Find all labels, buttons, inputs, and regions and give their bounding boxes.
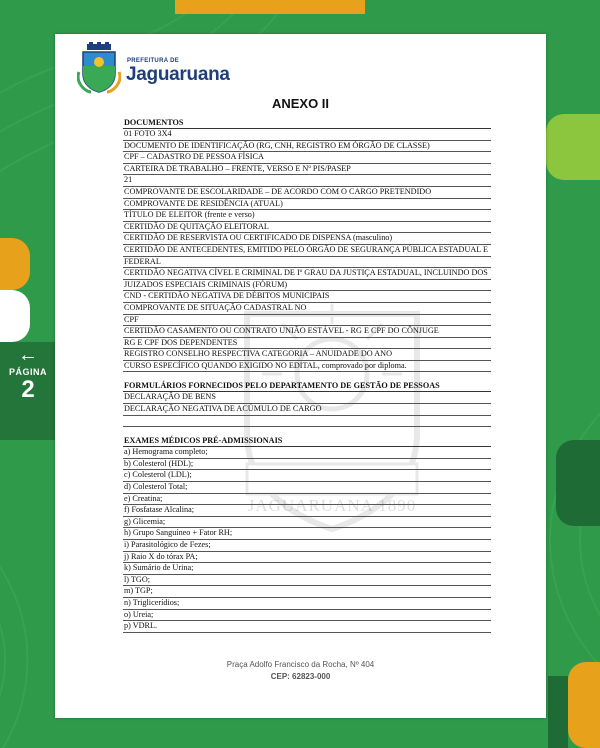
list-item: CND - CERTIDÃO NEGATIVA DE DÉBITOS MUNICIPAIS [123, 291, 491, 303]
section-heading: DOCUMENTOS [123, 118, 491, 129]
section-heading: FORMULÁRIOS FORNECIDOS PELO DEPARTAMENTO DE GESTÃO DE PESSOAS [123, 381, 491, 392]
list-item: a) Hemograma completo; [123, 447, 491, 459]
list-item: o) Ureia; [123, 610, 491, 622]
accent-bar [568, 662, 600, 748]
list-item: CERTIDÃO NEGATIVA CÍVEL E CRIMINAL DE Iº GRAU DA JUSTIÇA ESTADUAL, INCLUINDO DOS [123, 268, 491, 280]
list-item: CERTIDÃO DE ANTECEDENTES, EMITIDO PELO ÓRGÃO DE SEGURANÇA PÚBLICA ESTADUAL E [123, 245, 491, 257]
page-number: 2 [21, 376, 35, 403]
requirements-list [123, 118, 491, 633]
section-gap [123, 427, 491, 436]
list-item: b) Colesterol (HDL); [123, 459, 491, 471]
list-item: k) Sumário de Urina; [123, 563, 491, 575]
list-item: l) TGO; [123, 575, 491, 587]
municipal-logo [77, 42, 237, 98]
list-item: CPF – CADASTRO DE PESSOA FÍSICA [123, 152, 491, 164]
list-item: h) Grupo Sanguíneo + Fator RH; [123, 528, 491, 540]
list-item: DECLARAÇÃO NEGATIVA DE ACÚMULO DE CARGO [123, 404, 491, 416]
footer-address: Praça Adolfo Francisco da Rocha, Nº 404 [226, 660, 375, 669]
list-item: p) VDRL. [123, 621, 491, 633]
list-item: CERTIDÃO CASAMENTO OU CONTRATO UNIÃO ESTÁVEL - RG E CPF DO CÔNJUGE [123, 326, 491, 338]
logo-subtitle: PREFEITURA DE [127, 58, 180, 64]
list-item: JUIZADOS ESPECIAIS CRIMINAIS (FÓRUM) [123, 280, 491, 292]
list-item: RG E CPF DOS DEPENDENTES [123, 338, 491, 350]
list-item: CERTIDÃO DE RESERVISTA OU CERTIFICADO DE DISPENSA (masculino) [123, 233, 491, 245]
list-item: 21 [123, 175, 491, 187]
list-item: f) Fosfatase Alcalina; [123, 505, 491, 517]
page-label: PÁGINA [8, 367, 47, 377]
page-title: ANEXO II [271, 96, 330, 111]
list-item: g) Glicemia; [123, 517, 491, 529]
list-item: COMPROVANTE DE ESCOLARIDADE – DE ACORDO COM O CARGO PRETENDIDO [123, 187, 491, 199]
accent-bar [175, 0, 365, 14]
list-item: DECLARAÇÃO DE BENS [123, 392, 491, 404]
list-item: CPF [123, 315, 491, 327]
list-item: m) TGP; [123, 586, 491, 598]
list-item: CARTEIRA DE TRABALHO – FRENTE, VERSO E Nº PIS/PASEP [123, 164, 491, 176]
coat-of-arms-icon [77, 42, 121, 96]
list-item: d) Colesterol Total; [123, 482, 491, 494]
arrow-left-icon[interactable]: ← [18, 344, 38, 366]
watermark-text: JAGUARUANA 1890 [247, 496, 417, 515]
page-indicator[interactable] [6, 345, 50, 403]
accent-bar [546, 114, 600, 180]
list-item: DOCUMENTO DE IDENTIFICAÇÃO (RG, CNH, REGISTRO EM ÓRGÃO DE CLASSE) [123, 141, 491, 153]
document-page [55, 34, 546, 718]
list-item: COMPROVANTE DE SITUAÇÃO CADASTRAL NO [123, 303, 491, 315]
list-item: REGISTRO CONSELHO RESPECTIVA CATEGORIA – ANUIDADE DO ANO [123, 349, 491, 361]
list-item [123, 416, 491, 428]
list-item: CURSO ESPECÍFICO QUANDO EXIGIDO NO EDITAL, comprovado por diploma. [123, 361, 491, 373]
list-item: c) Colesterol (LDL); [123, 470, 491, 482]
list-item: TÍTULO DE ELEITOR (frente e verso) [123, 210, 491, 222]
list-item: n) Triglicerídios; [123, 598, 491, 610]
footer-cep: CEP: 62823-000 [270, 672, 331, 681]
list-item: FEDERAL [123, 257, 491, 269]
accent-bar [0, 290, 30, 342]
section-heading: EXAMES MÉDICOS PRÉ-ADMISSIONAIS [123, 436, 491, 447]
list-item: i) Parasitológico de Fezes; [123, 540, 491, 552]
list-item: COMPROVANTE DE RESIDÊNCIA (ATUAL) [123, 199, 491, 211]
list-item: e) Creatina; [123, 494, 491, 506]
list-item: j) Raio X do tórax PA; [123, 552, 491, 564]
list-item: CERTIDÃO DE QUITAÇÃO ELEITORAL [123, 222, 491, 234]
list-item: 01 FOTO 3X4 [123, 129, 491, 141]
accent-bar [0, 238, 30, 290]
accent-bar [556, 440, 600, 526]
logo-title: Jaguaruana [126, 64, 230, 85]
accent-bar [548, 676, 568, 748]
